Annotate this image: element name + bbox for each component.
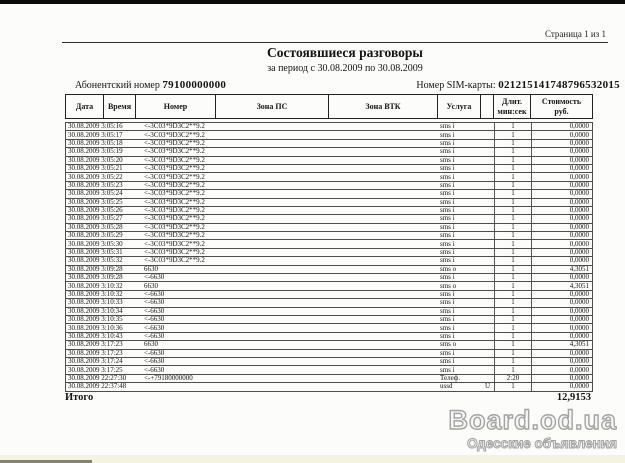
cell-dur: 1 (494, 333, 531, 340)
table-row (65, 198, 593, 207)
cell-svc: sms i (440, 139, 455, 147)
cell-dt: 30.08.2009 3:05:24 (68, 190, 123, 198)
cell-dt: 30.08.2009 3:05:23 (68, 181, 123, 189)
cell-flag (481, 165, 494, 172)
table-row (65, 315, 593, 324)
cell-flag (481, 190, 494, 197)
cell-flag (481, 123, 494, 130)
cell-num: <-6630 (144, 299, 165, 307)
total-row (65, 392, 593, 403)
cell-num: <-+79180000000 (144, 374, 193, 382)
cell-dt: 30.08.2009 3:05:28 (68, 223, 123, 231)
cell-cost: 0,0000 (531, 190, 592, 197)
cell-dur: 1 (494, 308, 531, 315)
cell-cost: 0,0000 (531, 274, 592, 281)
column-header: Зона ПС (216, 95, 329, 118)
cell-flag (481, 173, 494, 180)
cell-cost: 4,3051 (531, 266, 592, 273)
cell-dur: 1 (494, 366, 531, 373)
cell-flag (481, 182, 494, 189)
cell-dt: 30.08.2009 3:10:32 (68, 282, 123, 290)
table-row (65, 374, 593, 383)
table-row (65, 256, 593, 265)
table-row (65, 382, 593, 391)
cell-dt: 30.08.2009 3:05:21 (68, 164, 123, 173)
subscriber-label: Абонентский номер (75, 80, 160, 91)
cell-num: <-3C03*9D3C2**9.2 (144, 131, 205, 139)
table-row (65, 147, 593, 156)
cell-dur: 1 (494, 215, 531, 222)
cell-dur: 1 (494, 274, 531, 281)
cell-cost: 0,0000 (531, 350, 592, 357)
cell-svc: sms i (440, 315, 455, 324)
cell-dur: 1 (494, 299, 531, 306)
cell-dur: 1 (494, 358, 531, 365)
cell-flag (481, 308, 494, 315)
cell-cost: 0,0000 (531, 165, 592, 172)
cell-svc: sms i (440, 274, 455, 282)
sim-number: 021215141748796532015 (498, 79, 620, 91)
cell-dur: 1 (494, 157, 531, 164)
cell-flag (481, 240, 494, 247)
table-row (65, 323, 593, 332)
cell-dt: 30.08.2009 3:05:16 (68, 123, 123, 131)
cell-cost: 0,0000 (531, 366, 592, 373)
subscriber-group (65, 79, 226, 91)
cell-cost: 0,0000 (531, 308, 592, 315)
table-row (65, 130, 593, 139)
cell-dur: 1 (494, 123, 531, 130)
cell-dt: 30.08.2009 3:05:32 (68, 257, 123, 265)
cell-flag (481, 299, 494, 306)
cell-dt: 30.08.2009 3:05:29 (68, 232, 123, 240)
cell-svc: sms i (440, 198, 455, 206)
cell-dt: 30.08.2009 3:10:43 (68, 332, 123, 340)
table-row (65, 349, 593, 358)
sim-label: Номер SIM-карты: (416, 80, 496, 91)
cell-dur: 1 (494, 291, 531, 298)
table-header-row (65, 94, 593, 119)
column-header: Номер (136, 95, 216, 118)
cell-num: <-3C03*9D3C2**9.2 (144, 215, 205, 223)
table-row (65, 248, 593, 257)
cell-num: <-3C03*9D3C2**9.2 (144, 240, 205, 248)
cell-flag (481, 215, 494, 222)
cell-dt: 30.08.2009 3:05:30 (68, 240, 123, 248)
cell-dt: 30.08.2009 3:05:20 (68, 156, 123, 164)
total-value: 12,9153 (556, 392, 591, 403)
cell-cost: 0,0000 (531, 316, 592, 323)
cell-svc: sms i (440, 232, 455, 240)
cell-flag (481, 266, 494, 273)
cell-flag (481, 131, 494, 138)
cell-num: <-6630 (144, 332, 165, 340)
table-row (65, 281, 593, 290)
table-row (65, 172, 593, 181)
cell-dt: 30.08.2009 3:05:27 (68, 215, 123, 223)
cell-svc: sms o (440, 341, 457, 349)
cell-flag (481, 199, 494, 206)
cell-cost: 0,0000 (531, 131, 592, 138)
cell-num: <-3C03*9D3C2**9.2 (144, 123, 205, 131)
table-row (65, 206, 593, 215)
cell-dur: 1 (494, 350, 531, 357)
cell-flag (481, 232, 494, 239)
cell-flag (481, 316, 494, 323)
cell-dt: 30.08.2009 3:17:23 (68, 341, 123, 349)
cell-cost: 0,0000 (531, 324, 592, 331)
cell-svc: sms i (440, 290, 455, 298)
table-row (65, 290, 593, 299)
cell-cost: 0,0000 (531, 299, 592, 306)
column-header: Дата (66, 95, 104, 118)
cell-dt: 30.08.2009 3:17:23 (68, 349, 123, 357)
table-row (65, 239, 593, 248)
page-indicator: Страница 1 из 1 (545, 29, 606, 39)
cell-cost: 0,0000 (531, 123, 592, 130)
cell-flag (481, 333, 494, 340)
cell-svc: sms i (440, 206, 455, 215)
table-row (65, 189, 593, 198)
cell-svc: sms i (440, 173, 455, 181)
cell-num: <-6630 (144, 349, 165, 357)
cell-svc: sms i (440, 223, 455, 231)
cell-svc: sms i (440, 307, 455, 315)
cell-svc: sms i (440, 257, 455, 265)
cell-dur: 1 (494, 190, 531, 197)
cell-dt: 30.08.2009 3:05:25 (68, 198, 123, 206)
cell-flag (481, 350, 494, 357)
table-row (65, 298, 593, 307)
cell-num: 6630 (144, 265, 158, 273)
cell-dur: 1 (494, 240, 531, 247)
bottom-strip (0, 455, 625, 463)
table-row (65, 340, 593, 349)
cell-flag (481, 274, 494, 281)
cell-dt: 30.08.2009 3:05:18 (68, 139, 123, 147)
cell-dur: 1 (494, 199, 531, 206)
cell-num: <-6630 (144, 366, 165, 374)
table-body (65, 122, 593, 392)
cell-svc: sms i (440, 131, 455, 139)
cell-num: <-6630 (144, 274, 165, 282)
cell-cost: 0,0000 (531, 257, 592, 264)
cell-num: <-3C03*9D3C2**9.2 (144, 190, 205, 198)
cell-cost: 0,0000 (531, 148, 592, 155)
cell-dur: 1 (494, 282, 531, 289)
cell-flag (481, 358, 494, 365)
cell-svc: sms i (440, 248, 455, 257)
cell-flag (481, 341, 494, 348)
cell-cost: 0,0000 (531, 249, 592, 256)
cell-num: <-6630 (144, 307, 165, 315)
cell-dt: 30.08.2009 3:17:24 (68, 357, 123, 366)
table-row (65, 365, 593, 374)
cell-dt: 30.08.2009 3:05:31 (68, 248, 123, 257)
cell-svc: Телеф. (440, 374, 461, 382)
sim-group (416, 79, 620, 91)
cell-svc: sms i (440, 349, 455, 357)
cell-cost: 0,0000 (531, 383, 592, 390)
cell-dur: 1 (494, 148, 531, 155)
cell-dt: 30.08.2009 22:27:30 (68, 374, 127, 382)
cell-svc: sms i (440, 164, 455, 173)
column-header: Время (104, 95, 136, 118)
cell-cost: 0,0000 (531, 140, 592, 147)
watermark-tagline: Одесские объявления (467, 436, 617, 451)
table-row (65, 265, 593, 274)
cell-flag (481, 224, 494, 231)
cell-dur: 1 (494, 173, 531, 180)
cell-num: <-3C03*9D3C2**9.2 (144, 181, 205, 189)
cell-cost: 0,0000 (531, 232, 592, 239)
cell-dur: 2:20 (494, 375, 531, 382)
scan-top-bar (0, 0, 625, 4)
cell-cost: 4,3051 (531, 341, 592, 348)
cell-dur: 1 (494, 383, 531, 390)
cell-num: <-3C03*9D3C2**9.2 (144, 248, 205, 257)
cell-flag (481, 140, 494, 147)
cell-num: <-3C03*9D3C2**9.2 (144, 148, 205, 156)
cell-dur: 1 (494, 266, 531, 273)
cell-cost: 0,0000 (531, 358, 592, 365)
table-row (65, 307, 593, 316)
cell-num: <-3C03*9D3C2**9.2 (144, 173, 205, 181)
cell-num: <-3C03*9D3C2**9.2 (144, 164, 205, 173)
cell-dur: 1 (494, 165, 531, 172)
account-line (65, 79, 620, 91)
cell-svc: sms i (440, 148, 455, 156)
table-row (65, 273, 593, 282)
cell-svc: sms i (440, 215, 455, 223)
cell-svc: sms i (440, 324, 455, 332)
cell-cost: 4,3051 (531, 282, 592, 289)
cell-svc: sms i (440, 123, 455, 131)
cell-num: <-6630 (144, 290, 165, 298)
cell-flag: U (484, 383, 491, 391)
cell-dt: 30.08.2009 3:09:28 (68, 274, 123, 282)
cell-svc: sms o (440, 282, 457, 290)
cell-num: <-6630 (144, 324, 165, 332)
cell-dur: 1 (494, 207, 531, 214)
cell-svc: sms i (440, 366, 455, 374)
doc-subtitle: за период с 30.08.2009 по 30.08.2009 (267, 63, 423, 74)
table-row (65, 231, 593, 240)
cell-flag (481, 257, 494, 264)
column-header: Стоимость руб. (541, 97, 582, 116)
column-header (481, 95, 494, 118)
cell-svc: sms i (440, 299, 455, 307)
cell-dt: 30.08.2009 22:37:48 (68, 383, 127, 391)
header-rule (62, 42, 608, 43)
cell-dur: 1 (494, 249, 531, 256)
table-row (65, 332, 593, 341)
column-header: Зона ВТК (329, 95, 438, 118)
cell-dur: 1 (494, 182, 531, 189)
cell-dur: 1 (494, 324, 531, 331)
cell-dt: 30.08.2009 3:05:26 (68, 206, 123, 215)
cell-dt: 30.08.2009 3:09:28 (68, 265, 123, 273)
cell-dur: 1 (494, 224, 531, 231)
cell-dt: 30.08.2009 3:05:19 (68, 148, 123, 156)
table-row (65, 122, 593, 131)
doc-title: Состоявшиеся разговоры (267, 45, 423, 60)
cell-flag (481, 291, 494, 298)
table-row (65, 139, 593, 148)
cell-cost: 0,0000 (531, 215, 592, 222)
cell-dt: 30.08.2009 3:05:17 (68, 131, 123, 139)
cell-cost: 0,0000 (531, 333, 592, 340)
cell-num: <-3C03*9D3C2**9.2 (144, 156, 205, 164)
cell-cost: 0,0000 (531, 199, 592, 206)
cell-num: <-3C03*9D3C2**9.2 (144, 198, 205, 206)
cell-cost: 0,0000 (531, 240, 592, 247)
cell-svc: sms i (440, 156, 455, 164)
cell-flag (481, 324, 494, 331)
cell-dt: 30.08.2009 3:05:22 (68, 173, 123, 181)
cell-flag (481, 366, 494, 373)
cell-num: <-3C03*9D3C2**9.2 (144, 257, 205, 265)
cell-svc: ussd (440, 383, 453, 391)
cell-cost: 0,0000 (531, 291, 592, 298)
table-row (65, 223, 593, 232)
cell-flag (481, 157, 494, 164)
cell-dur: 1 (494, 341, 531, 348)
cell-num: <-6630 (144, 315, 165, 324)
cell-cost: 0,0000 (531, 375, 592, 382)
total-label: Итого (65, 392, 94, 403)
column-header: Длит. мин:сек (494, 95, 531, 118)
watermark-site: Board.od.ua (448, 405, 617, 435)
cell-num: 6630 (144, 341, 158, 349)
table-row (65, 181, 593, 190)
cell-cost: 0,0000 (531, 182, 592, 189)
cell-dt: 30.08.2009 3:17:25 (68, 366, 123, 374)
cell-cost: 0,0000 (531, 157, 592, 164)
cell-flag (481, 207, 494, 214)
cell-flag (481, 375, 494, 382)
cell-dt: 30.08.2009 3:10:35 (68, 315, 123, 324)
cell-svc: sms i (440, 240, 455, 248)
cell-dur: 1 (494, 257, 531, 264)
table-row (65, 164, 593, 173)
cell-dur: 1 (494, 131, 531, 138)
cell-dt: 30.08.2009 3:10:36 (68, 324, 123, 332)
cell-num: <-3C03*9D3C2**9.2 (144, 232, 205, 240)
cell-dur: 1 (494, 316, 531, 323)
cell-svc: sms i (440, 332, 455, 340)
cell-dt: 30.08.2009 3:10:34 (68, 307, 123, 315)
column-header: Услуга (438, 95, 481, 118)
cell-dt: 30.08.2009 3:10:33 (68, 299, 123, 307)
cell-num: <-3C03*9D3C2**9.2 (144, 223, 205, 231)
table-row (65, 357, 593, 366)
cell-flag (481, 148, 494, 155)
cell-num: <-3C03*9D3C2**9.2 (144, 206, 205, 215)
cell-svc: sms i (440, 190, 455, 198)
subscriber-number: 79100000000 (162, 79, 227, 91)
cell-cost: 0,0000 (531, 173, 592, 180)
cell-flag (481, 249, 494, 256)
cell-cost: 0,0000 (531, 207, 592, 214)
cell-dur: 1 (494, 140, 531, 147)
cell-num: <-6630 (144, 357, 165, 366)
cell-cost: 0,0000 (531, 224, 592, 231)
cell-num: <-3C03*9D3C2**9.2 (144, 139, 205, 147)
table-row (65, 156, 593, 165)
cell-dur: 1 (494, 232, 531, 239)
cell-dt: 30.08.2009 3:10:32 (68, 290, 123, 298)
cell-num: 6630 (144, 282, 158, 290)
cell-svc: sms o (440, 265, 457, 273)
table-row (65, 214, 593, 223)
cell-svc: sms i (440, 357, 455, 366)
cell-svc: sms i (440, 181, 455, 189)
cell-num (144, 383, 438, 390)
cell-flag (481, 282, 494, 289)
watermark (448, 407, 617, 451)
